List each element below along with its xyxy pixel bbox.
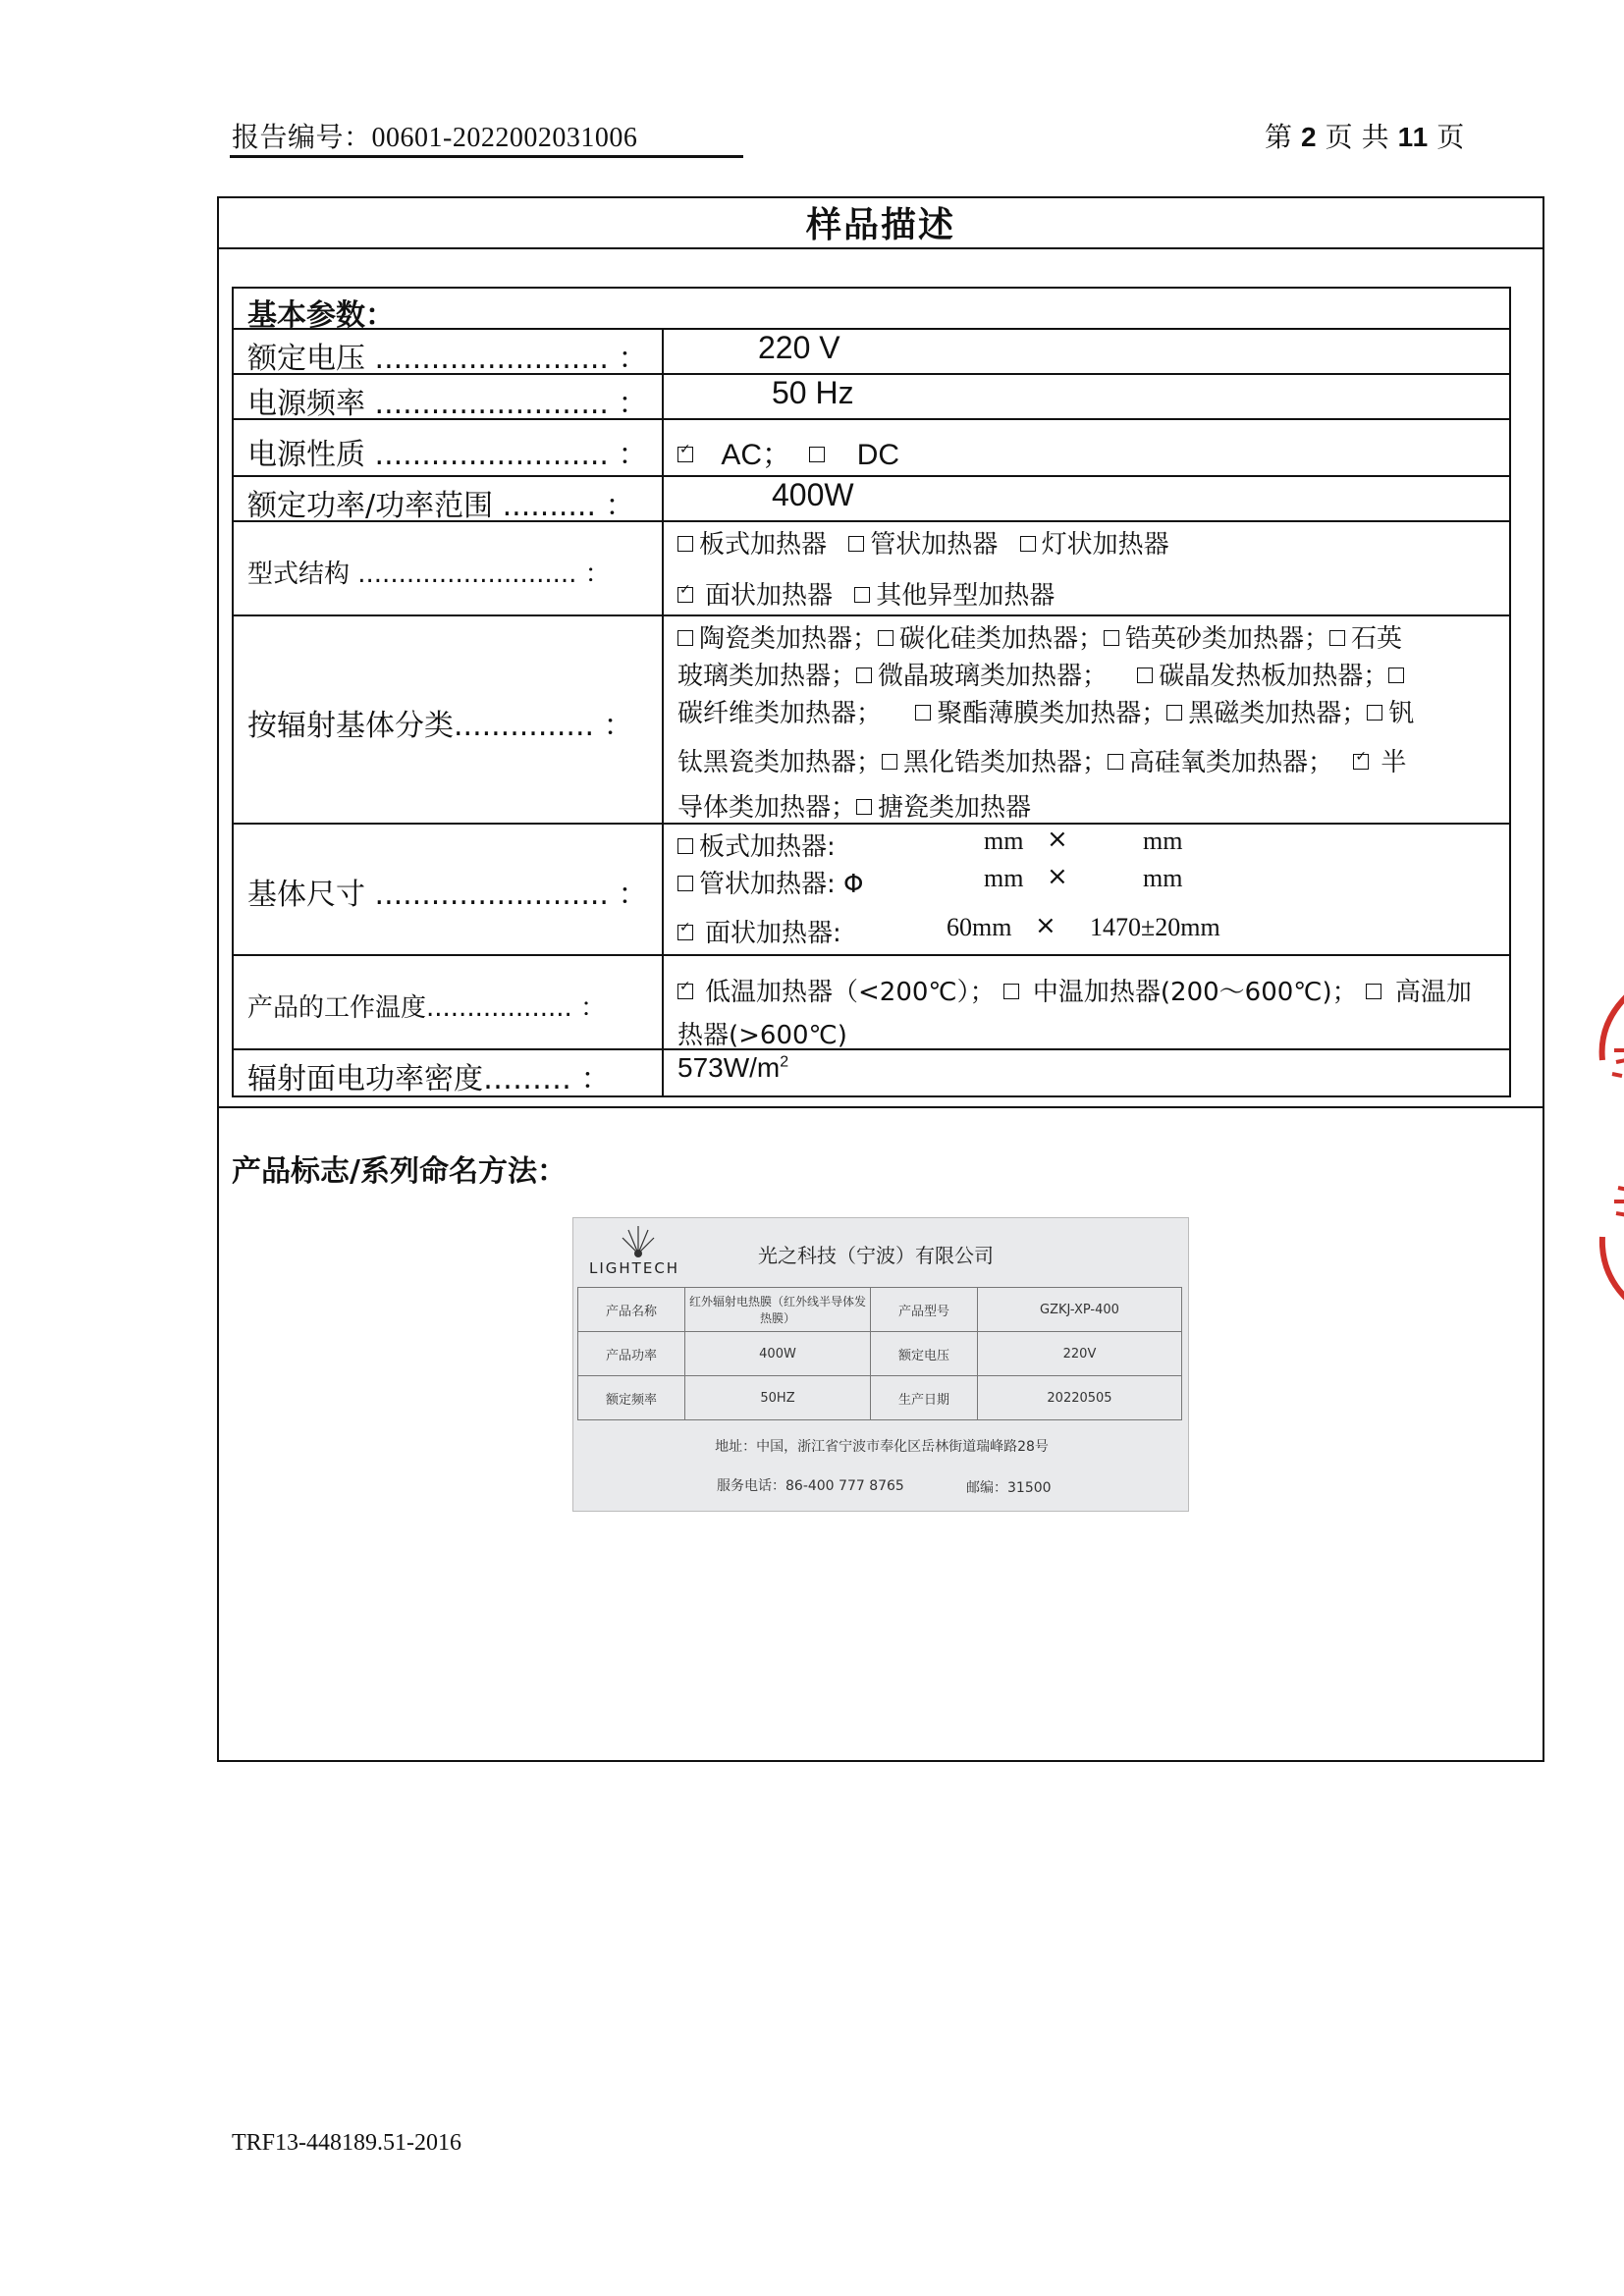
radiation-base-label: 按辐射基体分类............... ：: [247, 709, 633, 743]
option-text: 锆英砂类加热器；: [1125, 624, 1330, 654]
option-text: 钛黑瓷类加热器；: [677, 748, 883, 777]
option-text: 碳晶发热板加热器；: [1159, 662, 1389, 691]
mid-temp-text: 中温加热器(200～600℃)；: [1032, 978, 1358, 1007]
checkbox: [1137, 667, 1153, 683]
rated-power-label: 额定功率/功率范围 .......... ：: [247, 489, 635, 523]
page-number: 2: [1301, 122, 1318, 152]
option-text: 碳化硅类加热器；: [899, 624, 1105, 654]
base-size-plate-times: ×: [1047, 825, 1068, 854]
base-size-plate-unit-2: mm: [1143, 827, 1183, 855]
option-text: 陶瓷类加热器；: [699, 624, 879, 654]
nameplate-service: 服务电话：86-400 777 8765: [717, 1478, 904, 1494]
option-text: 微晶玻璃类加热器；: [878, 662, 1109, 691]
table-cell: 红外辐射电热膜（红外线半导体发热膜）: [685, 1288, 871, 1332]
checkbox: [1367, 705, 1382, 721]
row-divider: [232, 328, 1511, 330]
lightech-logo-icon: [619, 1224, 658, 1259]
section-separator: [217, 1106, 1544, 1108]
report-number: 报告编号：00601-2022002031006: [232, 123, 638, 153]
checkbox: [1108, 754, 1123, 770]
table-cell: 50HZ: [685, 1376, 871, 1420]
table-row: [578, 1288, 1182, 1332]
table-cell: 生产日期: [871, 1376, 978, 1420]
checkbox: [677, 838, 693, 854]
option-text: 石英: [1351, 624, 1403, 654]
rated-voltage-value: 220 V: [758, 330, 840, 365]
radiation-base-line-5: [677, 787, 1031, 824]
plate-heater-checkbox: [677, 536, 693, 552]
nameplate-table: [577, 1287, 1182, 1420]
option-text: 碳纤维类加热器；: [677, 699, 883, 728]
checkbox: [677, 630, 693, 646]
tube-heater-checkbox: [848, 536, 864, 552]
checkbox: [878, 630, 893, 646]
power-frequency-value: 50 Hz: [772, 375, 854, 410]
checkbox: [856, 667, 872, 683]
other-heater-label: 其他异型加热器: [876, 581, 1056, 611]
ac-checkbox: [677, 447, 693, 462]
power-type-label: 电源性质 ......................... ：: [247, 438, 648, 472]
option-text: 聚酯薄膜类加热器；: [937, 699, 1167, 728]
nameplate-photo: [572, 1217, 1189, 1512]
checkbox: [1388, 667, 1404, 683]
row-divider: [232, 475, 1511, 477]
table-row: [578, 1376, 1182, 1420]
rated-power-value: 400W: [772, 477, 854, 512]
table-row: [578, 1332, 1182, 1376]
lamp-heater-label: 灯状加热器: [1041, 530, 1169, 560]
option-text: 搪瓷类加热器: [878, 793, 1032, 823]
base-size-plate: [677, 827, 836, 863]
power-type-options: [677, 430, 899, 473]
rated-voltage-label: 额定电压 ......................... ：: [247, 342, 648, 376]
power-frequency-label: 电源频率 ......................... ：: [247, 387, 648, 421]
high-temp-checkbox: [1366, 984, 1381, 999]
surface-heater-label: 面状加热器: [705, 581, 834, 611]
row-divider: [232, 954, 1511, 956]
base-size-surface-dim-1: 60mm: [947, 913, 1012, 941]
power-density-exponent: 2: [780, 1053, 789, 1071]
nameplate-address: 地址：中国，浙江省宁波市奉化区岳林街道瑞峰路28号: [715, 1439, 1049, 1455]
mid-temp-checkbox: [1003, 984, 1019, 999]
checkbox: [1166, 705, 1182, 721]
dc-checkbox: [809, 447, 825, 462]
other-heater-checkbox: [854, 587, 870, 603]
dc-option-label: DC: [856, 439, 900, 471]
option-text: 钒: [1388, 699, 1415, 728]
nameplate-postcode: 邮编：31500: [966, 1480, 1052, 1496]
base-size-label: 基体尺寸 ......................... ：: [247, 878, 648, 912]
page-prefix: 第: [1265, 123, 1294, 153]
base-size-tube-times: ×: [1047, 862, 1068, 891]
column-divider: [662, 328, 664, 1097]
report-number-underline: [230, 155, 743, 158]
section-title: 样品描述: [217, 196, 1544, 249]
radiation-base-line-3: [677, 693, 1414, 729]
table-cell: 产品名称: [578, 1288, 685, 1332]
page-indicator: [1265, 116, 1465, 155]
radiation-base-line-1: [677, 618, 1402, 655]
option-text: 板式加热器:: [699, 832, 836, 862]
radiation-base-line-2: [677, 656, 1410, 692]
table-cell: GZKJ-XP-400: [978, 1288, 1182, 1332]
base-size-tube-unit-1: mm: [984, 864, 1024, 892]
option-text: 高硅氧类加热器；: [1129, 748, 1334, 777]
table-cell: 400W: [685, 1332, 871, 1376]
row-divider: [232, 614, 1511, 616]
lamp-heater-checkbox: [1020, 536, 1036, 552]
option-text: 面状加热器:: [705, 919, 841, 948]
checkbox: [677, 925, 693, 940]
table-cell: 产品型号: [871, 1288, 978, 1332]
table-cell: 额定频率: [578, 1376, 685, 1420]
product-marking-title: 产品标志/系列命名方法：: [232, 1154, 567, 1189]
table-cell: 20220505: [978, 1376, 1182, 1420]
table-cell: 额定电压: [871, 1332, 978, 1376]
base-size-plate-unit-1: mm: [984, 827, 1024, 855]
page-middle: 页 共: [1325, 123, 1390, 153]
base-size-tube: [677, 864, 864, 900]
base-size-surface: [677, 913, 841, 949]
page-total: 11: [1397, 122, 1430, 152]
nameplate-logo-text: LIGHTECH: [589, 1259, 680, 1277]
ac-option-label: AC；: [721, 439, 792, 471]
nameplate-company: 光之科技（宁波）有限公司: [758, 1244, 994, 1267]
low-temp-checkbox: [677, 984, 693, 999]
radiation-base-line-4: [677, 742, 1406, 778]
work-temp-line-2: 热器(>600℃): [677, 1021, 847, 1050]
base-size-surface-dim-2: 1470±20mm: [1090, 913, 1220, 941]
option-text: 玻璃类加热器；: [677, 662, 857, 691]
checkbox: [915, 705, 931, 721]
work-temp-line-1: [677, 972, 1472, 1008]
table-cell: 产品功率: [578, 1332, 685, 1376]
page-suffix: 页: [1436, 123, 1466, 153]
high-temp-text: 高温加: [1394, 978, 1472, 1007]
structure-options-line-2: [677, 575, 1055, 612]
base-size-tube-unit-2: mm: [1143, 864, 1183, 892]
checkbox: [1104, 630, 1119, 646]
power-density-value: [677, 1052, 788, 1084]
plate-heater-label: 板式加热器: [699, 530, 828, 560]
tube-heater-label: 管状加热器: [870, 530, 999, 560]
surface-heater-checkbox: [677, 587, 693, 603]
option-text: 半: [1380, 748, 1407, 777]
option-text: 黑磁类加热器；: [1188, 699, 1368, 728]
checkbox: [677, 876, 693, 891]
structure-label: 型式结构 ........................... ：: [247, 560, 611, 589]
low-temp-text: 低温加热器（<200℃）；: [705, 978, 996, 1007]
row-divider: [232, 1048, 1511, 1050]
semiconductor-checkbox: [1353, 754, 1369, 770]
power-density-number: 573W/m: [677, 1052, 781, 1083]
checkbox: [882, 754, 897, 770]
checkbox: [1329, 630, 1345, 646]
option-text: 导体类加热器；: [677, 793, 857, 823]
power-density-label: 辐射面电功率密度……… ：: [247, 1062, 611, 1096]
structure-options-line-1: [677, 524, 1169, 561]
checkbox: [856, 799, 872, 815]
footer-form-code: TRF13-448189.51-2016: [232, 2130, 461, 2156]
option-text: 黑化锆类加热器；: [903, 748, 1109, 777]
table-cell: 220V: [978, 1332, 1182, 1376]
basic-params-title: 基本参数：: [247, 298, 395, 333]
base-size-surface-times: ×: [1035, 911, 1056, 940]
option-text: 管状加热器: Φ: [699, 870, 864, 899]
red-seal-stamp-icon: [1593, 991, 1624, 1306]
work-temp-label: 产品的工作温度.................. ：: [247, 993, 607, 1023]
